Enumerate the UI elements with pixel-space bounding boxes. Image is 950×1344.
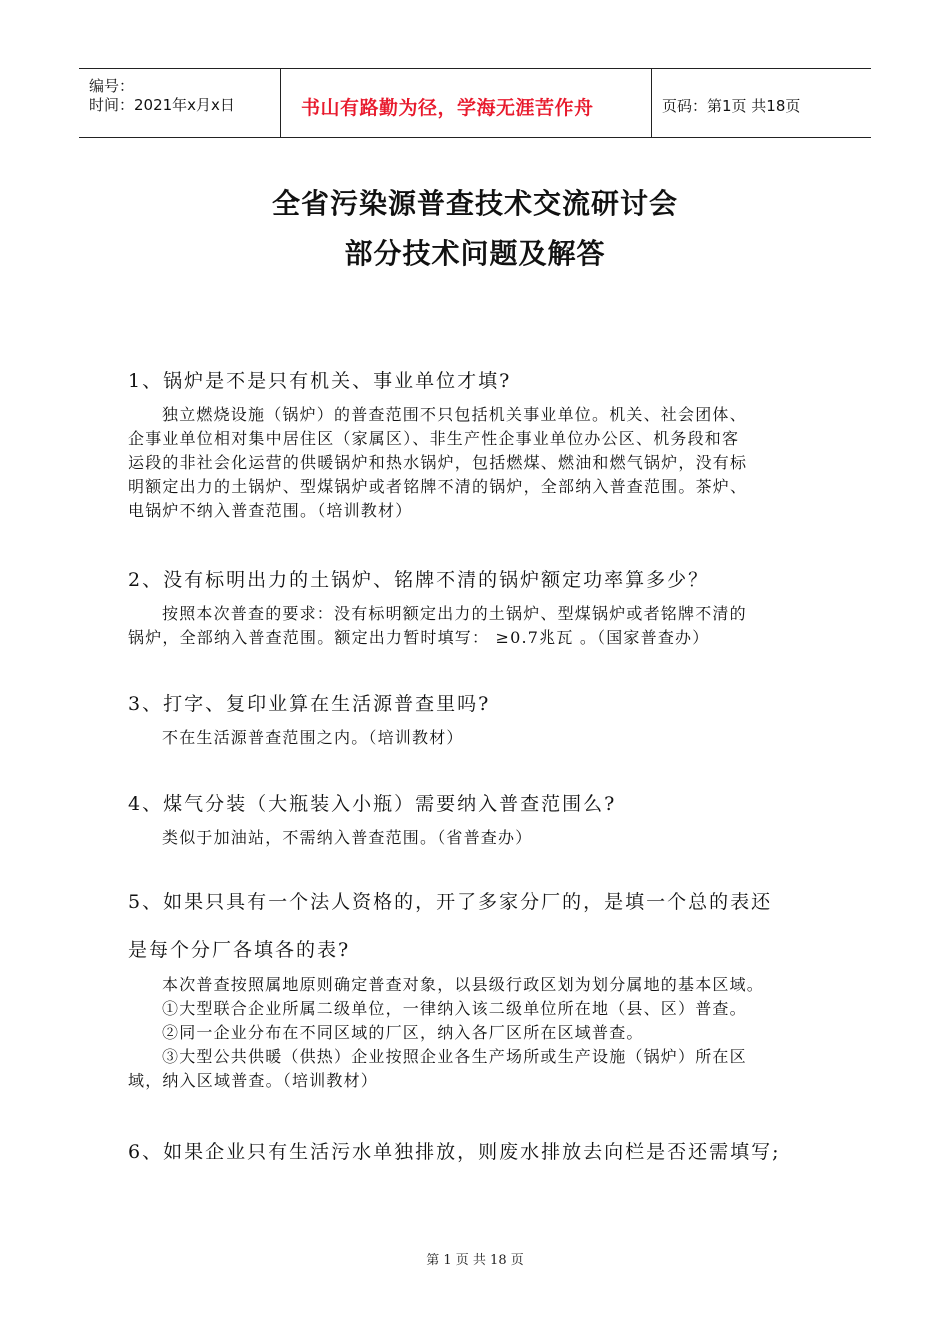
answer-line: 本次普查按照属地原则确定普查对象，以县级行政区划为划分属地的基本区域。 — [162, 975, 765, 994]
question-3: 3、打字、复印业算在生活源普查里吗? — [128, 693, 491, 715]
answer-line: 不在生活源普查范围之内。（培训教材） — [162, 728, 464, 747]
answer-line: 按照本次普查的要求：没有标明额定出力的土锅炉、型煤锅炉或者铭牌不清的 — [162, 604, 747, 623]
answer-line: 明额定出力的土锅炉、型煤锅炉或者铭牌不清的锅炉，全部纳入普查范围。茶炉、 — [128, 477, 748, 496]
question-4: 4、煤气分装（大瓶装入小瓶）需要纳入普查范围么? — [128, 793, 617, 815]
answer-2 — [128, 602, 828, 650]
document-header — [79, 68, 871, 138]
page-footer: 第 1 页 共 18 页 — [426, 1253, 524, 1268]
header-page-label: 页码：第1页 共18页 — [662, 97, 801, 115]
answer-line: 锅炉，全部纳入普查范围。额定出力暂时填写： ≥0.7兆瓦 。（国家普查办） — [128, 628, 710, 647]
question-2: 2、没有标明出力的土锅炉、铭牌不清的锅炉额定功率算多少？ — [128, 569, 710, 591]
header-meta-cell — [79, 69, 281, 137]
answer-line: ③大型公共供暖（供热）企业按照企业各生产场所或生产设施（锅炉）所在区 — [162, 1047, 747, 1066]
header-page-cell — [652, 69, 871, 137]
question-1: 1、锅炉是不是只有机关、事业单位才填? — [128, 370, 512, 392]
question-6: 6、如果企业只有生活污水单独排放，则废水排放去向栏是否还需填写; — [128, 1141, 781, 1163]
answer-1 — [128, 403, 828, 523]
page-title-line1: 全省污染源普查技术交流研讨会 — [271, 187, 678, 220]
answer-line: 独立燃烧设施（锅炉）的普查范围不只包括机关事业单位。机关、社会团体、 — [162, 405, 747, 424]
question-5-line1: 5、如果只具有一个法人资格的，开了多家分厂的，是填一个总的表还 — [128, 891, 773, 913]
answer-line: ①大型联合企业所属二级单位，一律纳入该二级单位所在地（县、区）普查。 — [162, 999, 747, 1018]
answer-3 — [128, 726, 828, 750]
page-title-line2: 部分技术问题及解答 — [344, 237, 606, 270]
answer-line: 域，纳入区域普查。（培训教材） — [128, 1071, 379, 1090]
header-motto: 书山有路勤为径，学海无涯苦作舟 — [301, 97, 594, 119]
answer-line: 电锅炉不纳入普查范围。（培训教材） — [128, 501, 413, 520]
answer-line: ②同一企业分布在不同区域的厂区，纳入各厂区所在区域普查。 — [162, 1023, 644, 1042]
answer-line: 企事业单位相对集中居住区（家属区）、非生产性企事业单位办公区、机务段和客 — [128, 429, 740, 448]
header-motto-cell — [281, 69, 652, 137]
answer-4 — [128, 826, 828, 850]
question-5-line2: 是每个分厂各填各的表? — [128, 939, 351, 961]
header-number-label: 编号： — [89, 77, 135, 95]
answer-line: 类似于加油站，不需纳入普查范围。（省普查办） — [162, 828, 533, 847]
answer-5 — [128, 973, 828, 1093]
header-time-label: 时间：2021年x月x日 — [89, 96, 235, 114]
answer-line: 运段的非社会化运营的供暖锅炉和热水锅炉，包括燃煤、燃油和燃气锅炉，没有标 — [128, 453, 748, 472]
